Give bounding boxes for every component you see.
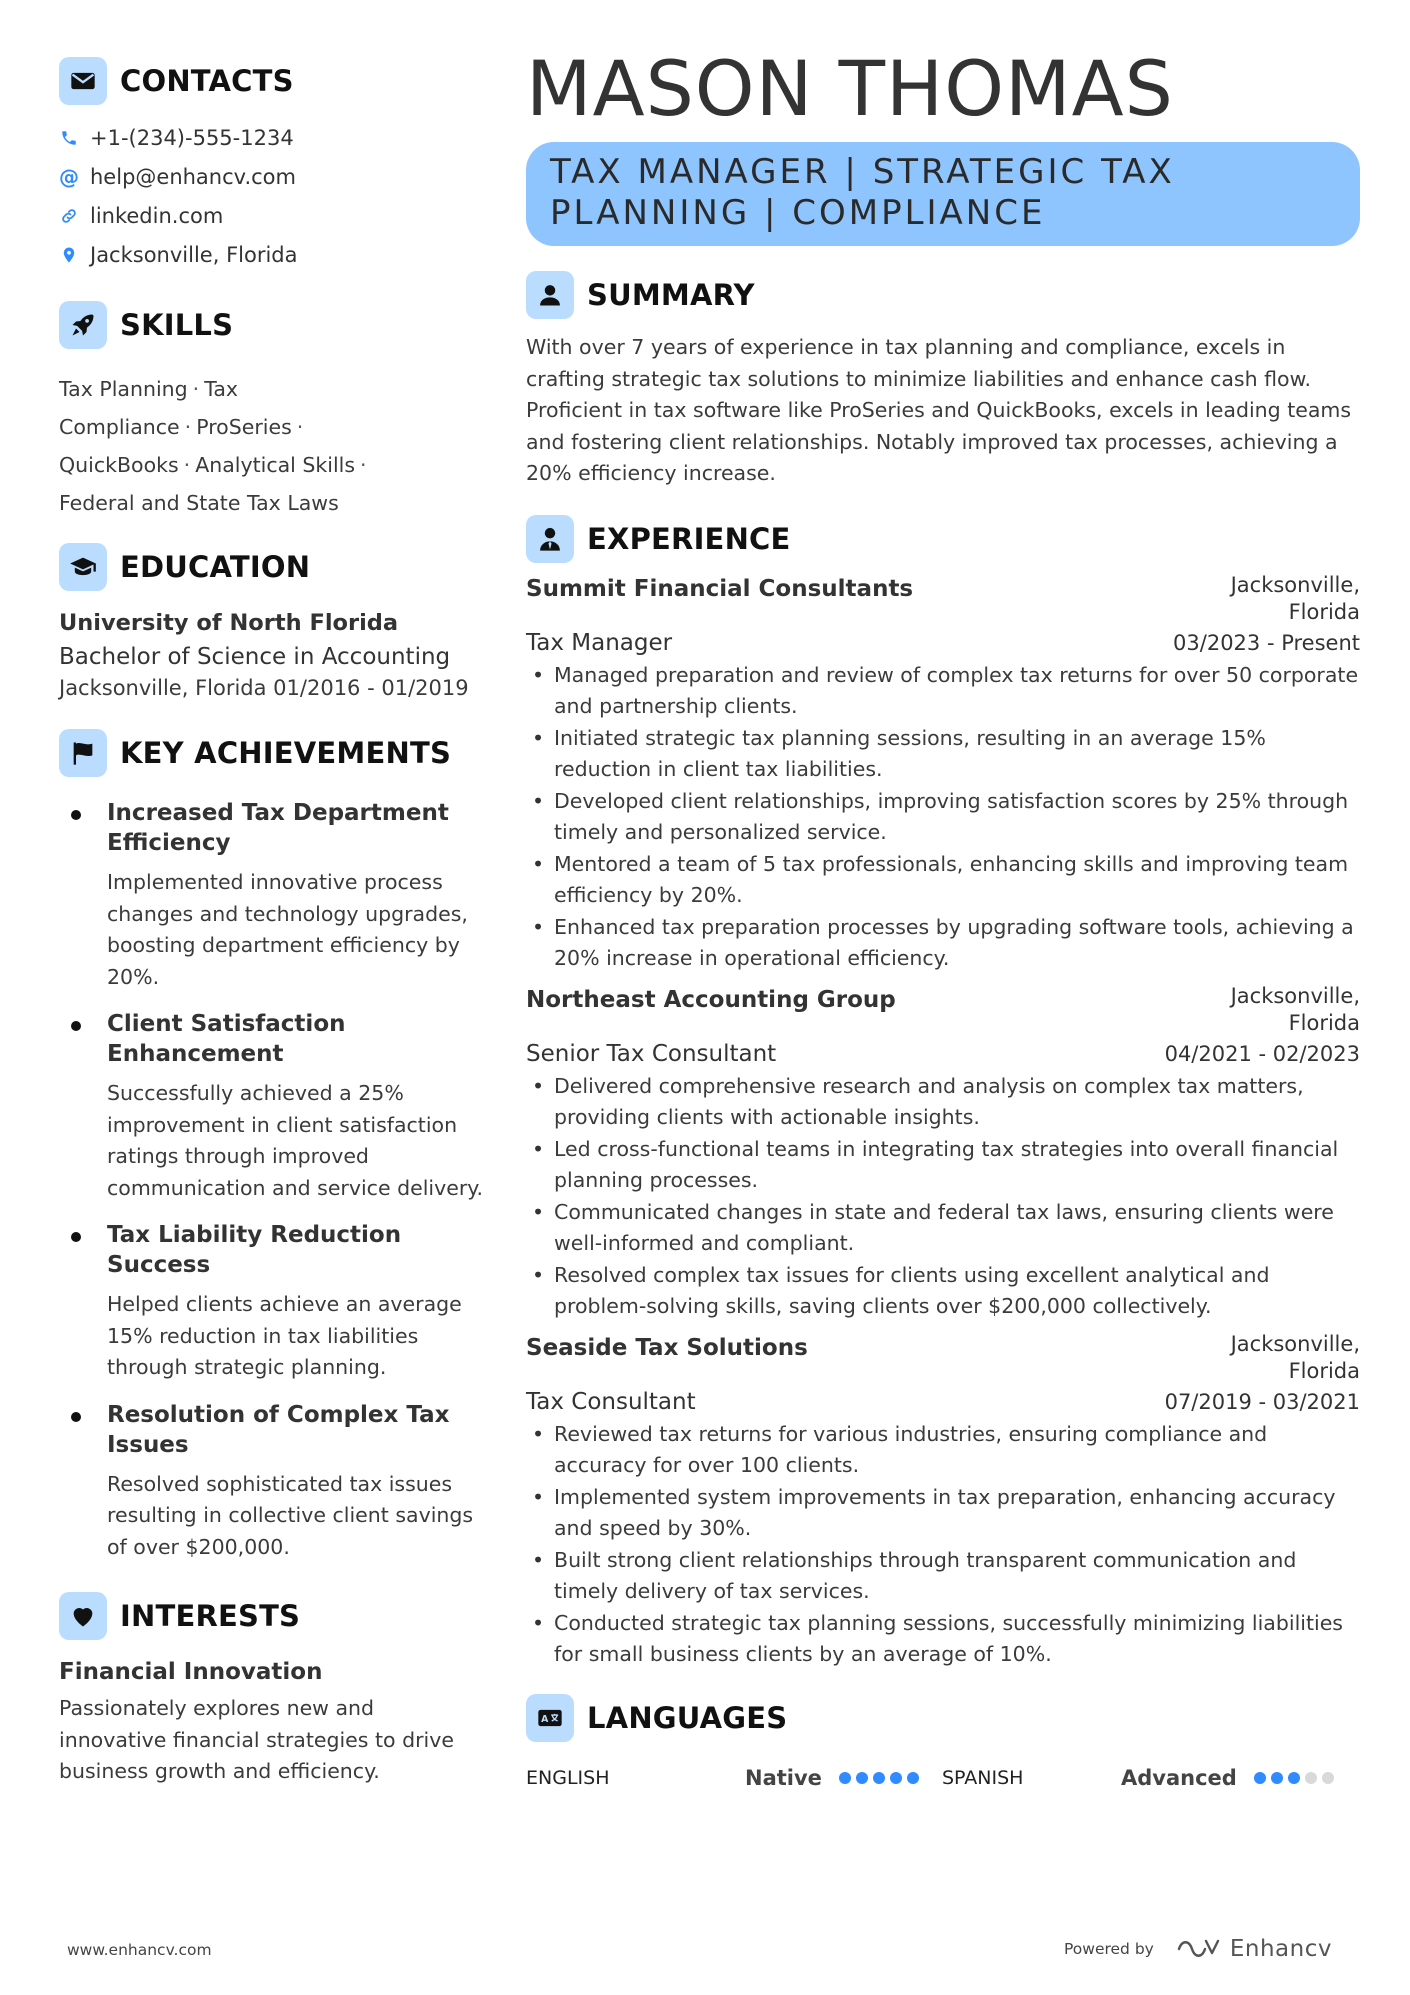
education-school: University of North Florida — [59, 610, 399, 636]
job-bullet: • Conducted strategic tax planning sessions, successfully minimizing liabilities for small business clients by an average of 10%. — [526, 1608, 1360, 1671]
job-title-line: PLANNING | COMPLIANCE — [550, 193, 1046, 233]
job-bullet: • Delivered comprehensive research and analysis on complex tax matters, providing clients with actionable insights. — [526, 1071, 1360, 1134]
bullet-dot — [71, 1021, 81, 1031]
language-rating — [839, 1772, 919, 1784]
languages-header — [526, 1693, 1360, 1743]
job-bullet: • Enhanced tax preparation processes by upgrading software tools, achieving a 20% increase in operational efficiency. — [526, 912, 1360, 975]
rating-dot-empty — [1322, 1772, 1334, 1784]
contact-email[interactable] — [59, 157, 483, 196]
job-location — [1231, 572, 1360, 626]
summary-header — [526, 270, 1360, 320]
skills-header — [59, 300, 483, 350]
skills-heading: SKILLS — [120, 308, 234, 342]
language-level: Advanced — [1121, 1765, 1237, 1790]
rating-dot-empty — [1305, 1772, 1317, 1784]
job-entry — [526, 975, 1360, 1323]
education-heading: EDUCATION — [120, 550, 311, 584]
skill-item: Analytical Skills — [195, 453, 356, 477]
at-icon: @ — [59, 164, 79, 189]
skills-section — [59, 300, 483, 522]
skills-list: Tax Planning · Tax Compliance · ProSeries · QuickBooks · Analytical Skills · Federal and State Tax Laws — [59, 377, 367, 515]
interests-section — [59, 1591, 483, 1788]
job-title-line: TAX MANAGER | STRATEGIC TAX — [550, 152, 1175, 192]
job-entry — [526, 1323, 1360, 1671]
job-bullets — [526, 1071, 1360, 1323]
achievements-section — [59, 728, 483, 1563]
job-bullet: • Mentored a team of 5 tax professionals, enhancing skills and improving team efficiency by 20%. — [526, 849, 1360, 912]
contact-phone[interactable] — [59, 118, 483, 157]
job-role: Tax Consultant — [526, 1388, 696, 1415]
contact-location — [59, 235, 483, 274]
achievements-heading: KEY ACHIEVEMENTS — [120, 736, 452, 770]
summary-text: With over 7 years of experience in tax planning and compliance, excels in crafting strategic tax solutions to minimize liabilities and enhance cash flow. Proficient in tax software like ProSeries and QuickBooks, excels in leading teams and fostering client relationships. Notably improved tax processes, achieving a 20% efficiency increase. — [526, 335, 1352, 485]
interest-title: Financial Innovation — [59, 1659, 323, 1685]
achievement-title: Increased Tax Department Efficiency — [107, 800, 449, 856]
achievement-desc: Successfully achieved a 25% improvement in client satisfaction ratings through improved communication and service delivery. — [107, 1081, 483, 1200]
job-bullet: • Managed preparation and review of complex tax returns for over 50 corporate and partnership clients. — [526, 660, 1360, 723]
bullet-dot — [71, 1232, 81, 1242]
contact-linkedin[interactable] — [59, 196, 483, 235]
left-column — [59, 56, 483, 1788]
education-section — [59, 542, 483, 700]
languages-heading: LANGUAGES — [587, 1700, 788, 1735]
flag-icon — [59, 729, 107, 777]
job-bullet: • Communicated changes in state and federal tax laws, ensuring clients were well-informed and compliant. — [526, 1197, 1360, 1260]
education-header — [59, 542, 483, 592]
job-location-line: Jacksonville, — [1230, 983, 1360, 1008]
achievements-header — [59, 728, 483, 778]
job-bullet: • Implemented system improvements in tax preparation, enhancing accuracy and speed by 30%. — [526, 1482, 1360, 1545]
language-rating — [1254, 1772, 1334, 1784]
rating-dot-filled — [890, 1772, 902, 1784]
job-bullet: • Built strong client relationships through transparent communication and timely delivery of tax services. — [526, 1545, 1360, 1608]
interests-header — [59, 1591, 483, 1641]
job-bullets — [526, 660, 1360, 975]
experience-heading: EXPERIENCE — [587, 521, 791, 556]
experience-header — [526, 514, 1360, 564]
achievement-title: Client Satisfaction Enhancement — [107, 1011, 346, 1067]
linkedin-text: linkedin.com — [90, 203, 224, 228]
education-degree: Bachelor of Science in Accounting — [59, 644, 451, 670]
envelope-icon — [59, 57, 107, 105]
graduation-cap-icon — [59, 543, 107, 591]
user-tie-icon — [526, 515, 574, 563]
heart-icon — [59, 1592, 107, 1640]
rating-dot-filled — [856, 1772, 868, 1784]
interests-heading: INTERESTS — [120, 1599, 301, 1633]
job-bullet: • Initiated strategic tax planning sessions, resulting in an average 15% reduction in client tax liabilities. — [526, 723, 1360, 786]
company-name: Seaside Tax Solutions — [526, 1334, 808, 1361]
languages-row — [526, 1763, 1360, 1793]
phone-text: +1-(234)-555-1234 — [90, 125, 294, 150]
skill-item: ProSeries — [196, 415, 292, 439]
location-pin-icon — [59, 244, 79, 266]
user-icon — [526, 271, 574, 319]
rocket-icon — [59, 301, 107, 349]
achievement-item — [59, 798, 483, 993]
skill-item: QuickBooks — [59, 453, 179, 477]
job-bullet: • Resolved complex tax issues for clients using excellent analytical and problem-solving skills, saving clients over $200,000 collectively. — [526, 1260, 1360, 1323]
job-location — [1231, 983, 1360, 1037]
right-column — [526, 46, 1360, 1793]
brand-name: Enhancv — [1229, 1936, 1332, 1962]
rating-dot-filled — [907, 1772, 919, 1784]
enhancv-logo-icon — [1176, 1935, 1222, 1963]
achievement-desc: Helped clients achieve an average 15% reduction in tax liabilities through strategic planning. — [107, 1292, 462, 1379]
job-bullet: • Led cross-functional teams in integrating tax strategies into overall financial planning processes. — [526, 1134, 1360, 1197]
job-location — [1231, 1331, 1360, 1385]
footer-website[interactable]: www.enhancv.com — [67, 1941, 212, 1959]
job-location-line: Jacksonville, — [1230, 572, 1360, 597]
company-name: Summit Financial Consultants — [526, 575, 914, 602]
achievement-item — [59, 1220, 483, 1384]
job-location-line: Florida — [1288, 1010, 1360, 1035]
job-entry — [526, 564, 1360, 975]
summary-section — [526, 270, 1360, 490]
job-role: Tax Manager — [526, 629, 673, 656]
languages-section — [526, 1693, 1360, 1793]
rating-dot-filled — [873, 1772, 885, 1784]
interest-desc: Passionately explores new and innovative financial strategies to drive business growth and efficiency. — [59, 1696, 454, 1783]
rating-dot-filled — [1271, 1772, 1283, 1784]
footer-branding — [1064, 1935, 1332, 1963]
contact-list — [59, 118, 483, 274]
achievement-item — [59, 1009, 483, 1204]
job-role: Senior Tax Consultant — [526, 1040, 777, 1067]
link-icon — [59, 205, 79, 227]
achievement-title: Resolution of Complex Tax Issues — [107, 1401, 450, 1458]
company-name: Northeast Accounting Group — [526, 986, 896, 1013]
candidate-name: MASON THOMAS — [526, 44, 1174, 133]
summary-heading: SUMMARY — [587, 278, 755, 312]
job-location-line: Florida — [1288, 1358, 1360, 1383]
rating-dot-filled — [839, 1772, 851, 1784]
job-dates: 04/2021 - 02/2023 — [1164, 1041, 1360, 1066]
contacts-heading: CONTACTS — [120, 64, 294, 98]
job-title-banner — [526, 142, 1360, 246]
skill-item: Tax Compliance — [59, 377, 239, 439]
job-dates: 03/2023 - Present — [1173, 630, 1360, 655]
location-text: Jacksonville, Florida — [90, 242, 298, 267]
phone-icon — [59, 127, 79, 149]
job-dates: 07/2019 - 03/2021 — [1164, 1389, 1360, 1414]
bullet-dot — [71, 1412, 81, 1422]
language-name: SPANISH — [942, 1766, 1024, 1789]
experience-section — [526, 514, 1360, 1671]
language-item — [526, 1766, 942, 1790]
email-text: help@enhancv.com — [90, 164, 296, 189]
job-location-line: Florida — [1288, 599, 1360, 624]
contacts-section — [59, 56, 483, 274]
education-meta: Jacksonville, Florida 01/2016 - 01/2019 — [59, 676, 469, 700]
bullet-dot — [71, 810, 81, 820]
rating-dot-filled — [1288, 1772, 1300, 1784]
job-bullet: • Developed client relationships, improving satisfaction scores by 25% through timely and personalized service. — [526, 786, 1360, 849]
achievement-title: Tax Liability Reduction Success — [107, 1222, 402, 1278]
skill-item: Federal and State Tax Laws — [59, 491, 339, 515]
contacts-header — [59, 56, 483, 106]
translate-icon — [526, 1694, 574, 1742]
job-bullet: • Reviewed tax returns for various industries, ensuring compliance and accuracy for over 100 clients. — [526, 1419, 1360, 1482]
job-bullets — [526, 1419, 1360, 1671]
skill-item: Tax Planning — [59, 377, 188, 401]
language-name: ENGLISH — [526, 1766, 610, 1789]
svg-text:A: A — [541, 1713, 549, 1725]
achievement-item — [59, 1400, 483, 1564]
language-item — [942, 1766, 1334, 1790]
achievement-desc: Resolved sophisticated tax issues resulting in collective client savings of over $200,000. — [107, 1471, 474, 1559]
achievement-desc: Implemented innovative process changes and technology upgrades, boosting department efficiency by 20%. — [107, 870, 468, 989]
powered-by-text: Powered by — [1064, 1940, 1154, 1958]
language-level: Native — [745, 1765, 822, 1790]
rating-dot-filled — [1254, 1772, 1266, 1784]
job-location-line: Jacksonville, — [1230, 1331, 1360, 1356]
